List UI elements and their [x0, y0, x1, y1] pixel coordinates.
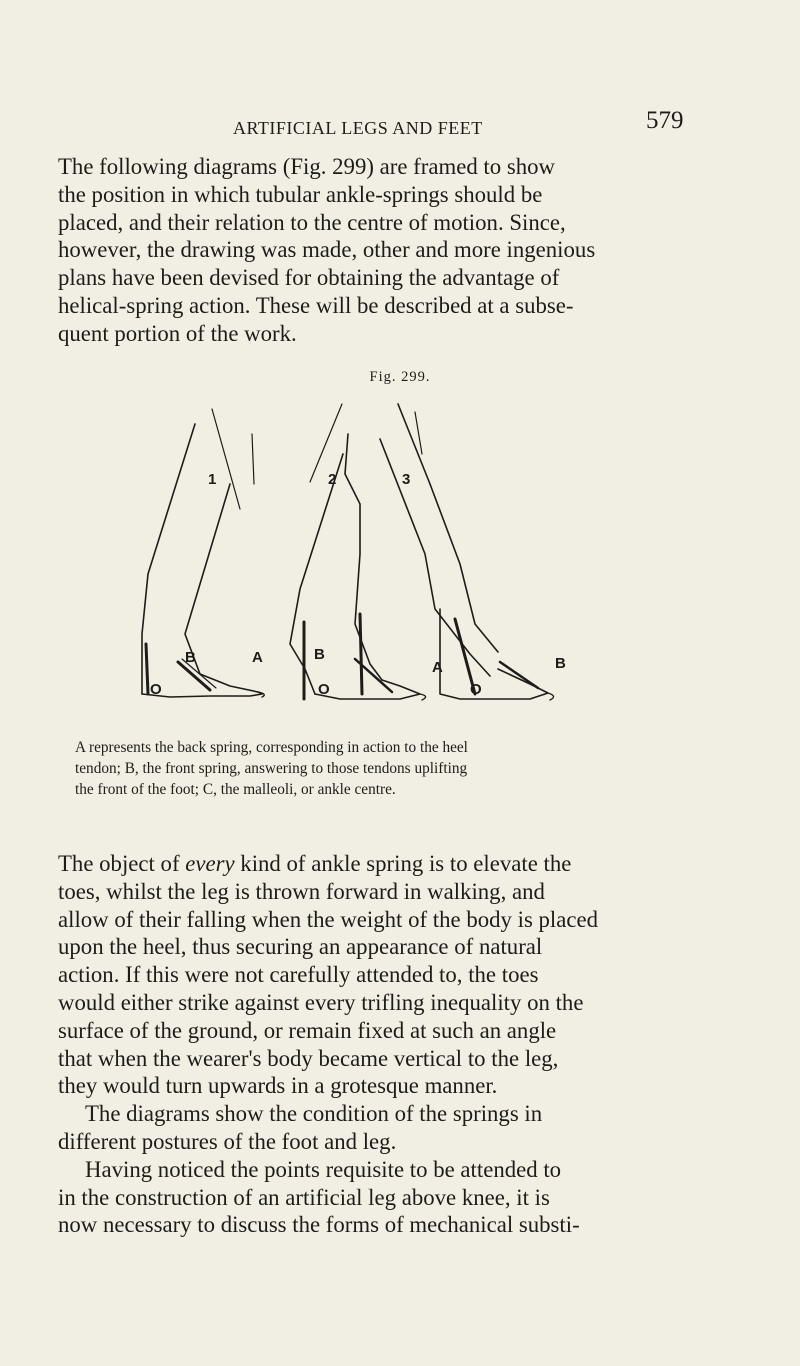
main-paragraph — [58, 850, 748, 1239]
leg-diagram-3 — [380, 404, 548, 699]
text-line: would either strike against every trifling inequality on the — [58, 989, 584, 1015]
emphasized-word: every — [185, 851, 235, 876]
text-line: in the construction of an artificial leg above knee, it is — [58, 1184, 550, 1210]
ankle-spring-diagram — [130, 394, 630, 714]
text-line: surface of the ground, or remain fixed at such an angle — [58, 1017, 557, 1043]
text-line: now necessary to discuss the forms of mechanical substi- — [58, 1212, 580, 1238]
caption-line: A represents the back spring, corresponding in action to the heel — [75, 739, 468, 756]
label-b-2: B — [314, 646, 325, 663]
figure-number-3: 3 — [402, 471, 411, 488]
label-b-3: B — [555, 655, 566, 672]
intro-paragraph — [58, 153, 748, 348]
label-o-2: O — [318, 681, 330, 698]
text-line: quent portion of the work. — [58, 320, 297, 346]
text-line: The diagrams show the condition of the springs in — [85, 1101, 543, 1127]
text-line: action. If this were not carefully attended to, the toes — [58, 962, 539, 988]
leg-diagram-1 — [142, 409, 262, 697]
figure-caption — [75, 737, 735, 800]
running-head: ARTIFICIAL LEGS AND FEET — [233, 118, 483, 138]
text-line: placed, and their relation to the centre of motion. Since, — [58, 209, 566, 235]
text-line: Having noticed the points requisite to be attended to — [85, 1156, 562, 1182]
text-line: upon the heel, thus securing an appearance of natural — [58, 934, 543, 960]
text-line: however, the drawing was made, other and more ingenious — [58, 237, 596, 263]
text-line: that when the wearer's body became vertical to the leg, — [58, 1045, 559, 1071]
text-fragment: The object of — [58, 851, 186, 876]
text-line: helical-spring action. These will be described at a subse- — [58, 292, 574, 318]
label-o-3: O — [470, 681, 482, 698]
label-a-3: A — [432, 659, 443, 676]
label-o-1: O — [150, 681, 162, 698]
leg-diagram-2 — [252, 404, 420, 699]
label-b-1: B — [185, 649, 196, 666]
text-line: The following diagrams (Fig. 299) are framed to show — [58, 154, 555, 179]
label-a-2: A — [252, 649, 263, 666]
text-line: allow of their falling when the weight of the body is placed — [58, 906, 599, 932]
text-fragment: kind of ankle spring is to elevate the — [234, 851, 572, 876]
text-line: toes, whilst the leg is thrown forward in walking, and — [58, 878, 545, 904]
figure-number-1: 1 — [208, 471, 217, 488]
text-line: different postures of the foot and leg. — [58, 1128, 397, 1154]
text-line: they would turn upwards in a grotesque manner. — [58, 1073, 498, 1099]
caption-line: tendon; B, the front spring, answering to those tendons uplifting — [75, 760, 468, 777]
page-number: 579 — [646, 107, 684, 134]
figure-label: Fig. 299. — [369, 369, 431, 385]
text-line — [58, 850, 748, 878]
text-line: plans have been devised for obtaining the advantage of — [58, 265, 560, 291]
caption-line: the front of the foot; C, the malleoli, or ankle centre. — [75, 781, 396, 798]
text-line: the position in which tubular ankle-springs should be — [58, 181, 543, 207]
figure-number-2: 2 — [328, 471, 337, 488]
